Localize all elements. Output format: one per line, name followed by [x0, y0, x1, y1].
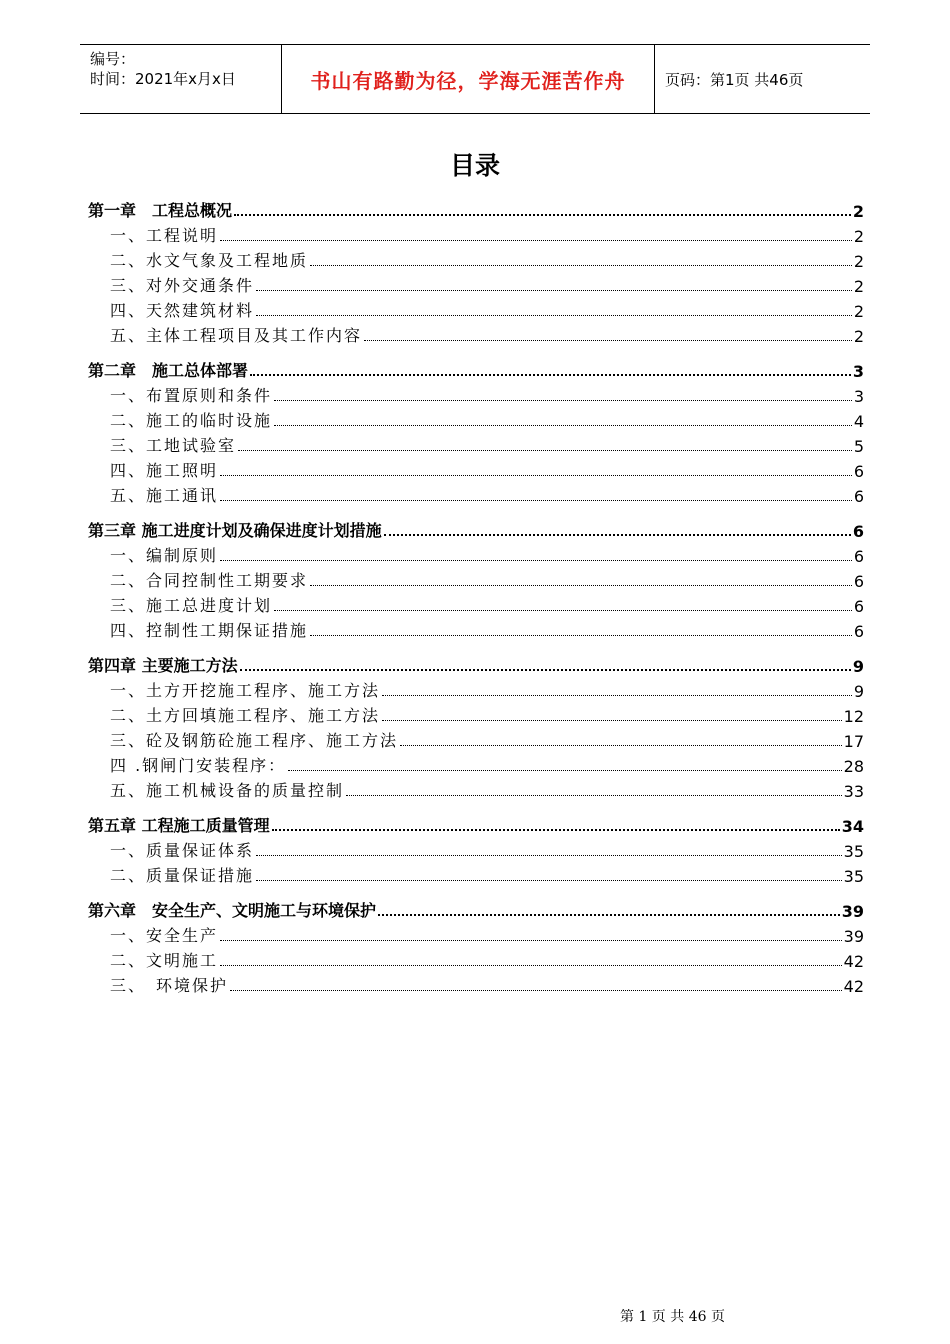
toc-page-number: 4	[853, 412, 864, 431]
toc-dot-leader	[274, 424, 852, 426]
toc-section-entry[interactable]	[88, 616, 864, 641]
toc-page-number: 34	[841, 817, 864, 836]
toc-chapter-entry[interactable]	[88, 196, 864, 221]
code-label: 编号：	[90, 50, 136, 68]
toc-dot-leader	[256, 879, 842, 881]
toc-section-entry[interactable]	[88, 726, 864, 751]
toc-chapter-entry[interactable]	[88, 516, 864, 541]
toc-page-number: 12	[843, 707, 864, 726]
toc-page-number: 3	[853, 387, 864, 406]
toc-entry-text: 三、工地试验室	[110, 436, 237, 455]
toc-dot-leader	[220, 239, 852, 241]
toc-page-number: 6	[853, 462, 864, 481]
toc-dot-leader	[220, 499, 852, 501]
toc-entry-text: 三、 环境保护	[110, 976, 229, 995]
toc-page-number: 28	[843, 757, 864, 776]
header-motto-cell	[282, 45, 655, 113]
toc-dot-leader	[256, 854, 842, 856]
time-label: 时间：2021年x月x日	[90, 70, 236, 88]
toc-dot-leader	[382, 694, 852, 696]
toc-page-number: 2	[853, 227, 864, 246]
toc-entry-text: 一、质量保证体系	[110, 841, 255, 860]
toc-page-number: 2	[853, 302, 864, 321]
toc-section-entry[interactable]	[88, 246, 864, 271]
toc-entry-text: 二、合同控制性工期要求	[110, 571, 309, 590]
toc-page-number: 39	[843, 927, 864, 946]
toc-dot-leader	[240, 668, 851, 671]
toc-section-entry[interactable]	[88, 836, 864, 861]
toc-page-number: 2	[853, 327, 864, 346]
toc-section-entry[interactable]	[88, 456, 864, 481]
motto-text: 书山有路勤为径，学海无涯苦作舟	[310, 68, 626, 93]
toc-page-number: 39	[841, 902, 864, 921]
toc-dot-leader	[400, 744, 842, 746]
toc-section-entry[interactable]	[88, 381, 864, 406]
toc-section-entry[interactable]	[88, 431, 864, 456]
toc-entry-text: 五、施工通讯	[110, 486, 219, 505]
toc-entry-text: 五、主体工程项目及其工作内容	[110, 326, 363, 345]
toc-dot-leader	[238, 449, 852, 451]
toc-entry-text: 二、施工的临时设施	[110, 411, 273, 430]
toc-chapter-entry[interactable]	[88, 651, 864, 676]
toc-page-number: 2	[853, 277, 864, 296]
toc-page-number: 6	[852, 522, 864, 541]
header-meta-cell	[80, 45, 282, 113]
toc-section-entry[interactable]	[88, 221, 864, 246]
toc-entry-text: 一、布置原则和条件	[110, 386, 273, 405]
toc-dot-leader	[346, 794, 842, 796]
toc-page-number: 42	[843, 977, 864, 996]
toc-dot-leader	[382, 719, 842, 721]
toc-section-entry[interactable]	[88, 776, 864, 801]
toc-dot-leader	[310, 634, 852, 636]
toc-page-number: 6	[853, 572, 864, 591]
toc-dot-leader	[220, 939, 842, 941]
toc-dot-leader	[310, 264, 852, 266]
toc-dot-leader	[384, 533, 851, 536]
toc-section-entry[interactable]	[88, 751, 864, 776]
toc-section-entry[interactable]	[88, 271, 864, 296]
toc-section-entry[interactable]	[88, 566, 864, 591]
toc-title: 目录	[449, 151, 500, 180]
toc-page-number: 17	[843, 732, 864, 751]
table-of-contents	[88, 196, 864, 996]
toc-section-entry[interactable]	[88, 541, 864, 566]
toc-entry-text: 第四章 主要施工方法	[88, 656, 238, 675]
toc-entry-text: 三、对外交通条件	[110, 276, 255, 295]
toc-dot-leader	[250, 373, 851, 376]
toc-entry-text: 五、施工机械设备的质量控制	[110, 781, 345, 800]
toc-page-number: 42	[843, 952, 864, 971]
toc-section-entry[interactable]	[88, 701, 864, 726]
toc-page-number: 6	[853, 547, 864, 566]
toc-entry-text: 二、文明施工	[110, 951, 219, 970]
toc-section-entry[interactable]	[88, 861, 864, 886]
toc-dot-leader	[230, 989, 842, 991]
toc-page-number: 2	[853, 252, 864, 271]
toc-entry-text: 一、工程说明	[110, 226, 219, 245]
header-page-cell	[655, 45, 870, 113]
toc-page-number: 35	[843, 842, 864, 861]
toc-section-entry[interactable]	[88, 946, 864, 971]
toc-page-number: 6	[853, 622, 864, 641]
toc-dot-leader	[272, 828, 840, 831]
toc-entry-text: 二、土方回填施工程序、施工方法	[110, 706, 381, 725]
toc-section-entry[interactable]	[88, 971, 864, 996]
toc-chapter-entry[interactable]	[88, 811, 864, 836]
toc-section-entry[interactable]	[88, 296, 864, 321]
toc-page-number: 2	[852, 202, 864, 221]
toc-section-entry[interactable]	[88, 676, 864, 701]
toc-page-number: 9	[853, 682, 864, 701]
toc-page-number: 9	[852, 657, 864, 676]
toc-entry-text: 一、土方开挖施工程序、施工方法	[110, 681, 381, 700]
toc-entry-text: 第二章 施工总体部署	[88, 361, 249, 380]
toc-chapter-entry[interactable]	[88, 896, 864, 921]
toc-chapter-entry[interactable]	[88, 356, 864, 381]
toc-dot-leader	[364, 339, 852, 341]
toc-dot-leader	[274, 609, 852, 611]
toc-entry-text: 一、编制原则	[110, 546, 219, 565]
page-info: 页码：第1页 共46页	[665, 70, 804, 89]
toc-dot-leader	[274, 399, 852, 401]
toc-page-number: 5	[853, 437, 864, 456]
toc-entry-text: 四 .钢闸门安装程序：	[110, 756, 287, 775]
toc-dot-leader	[288, 769, 841, 771]
toc-section-entry[interactable]	[88, 321, 864, 346]
toc-page-number: 33	[843, 782, 864, 801]
toc-dot-leader	[256, 289, 852, 291]
toc-entry-text: 四、控制性工期保证措施	[110, 621, 309, 640]
toc-section-entry[interactable]	[88, 591, 864, 616]
toc-entry-text: 第一章 工程总概况	[88, 201, 233, 220]
toc-entry-text: 第五章 工程施工质量管理	[88, 816, 270, 835]
toc-entry-text: 二、质量保证措施	[110, 866, 255, 885]
toc-dot-leader	[310, 584, 852, 586]
toc-entry-text: 一、安全生产	[110, 926, 219, 945]
toc-entry-text: 三、施工总进度计划	[110, 596, 273, 615]
toc-dot-leader	[256, 314, 852, 316]
toc-entry-text: 三、砼及钢筋砼施工程序、施工方法	[110, 731, 399, 750]
toc-entry-text: 四、天然建筑材料	[110, 301, 255, 320]
toc-dot-leader	[234, 213, 851, 216]
toc-section-entry[interactable]	[88, 481, 864, 506]
toc-dot-leader	[378, 913, 840, 916]
toc-entry-text: 二、水文气象及工程地质	[110, 251, 309, 270]
toc-dot-leader	[220, 559, 852, 561]
toc-section-entry[interactable]	[88, 921, 864, 946]
toc-dot-leader	[220, 474, 852, 476]
document-header	[80, 44, 870, 114]
toc-entry-text: 四、施工照明	[110, 461, 219, 480]
toc-entry-text: 第六章 安全生产、文明施工与环境保护	[88, 901, 377, 920]
toc-page-number: 6	[853, 597, 864, 616]
toc-entry-text: 第三章 施工进度计划及确保进度计划措施	[88, 521, 382, 540]
toc-dot-leader	[220, 964, 842, 966]
toc-section-entry[interactable]	[88, 406, 864, 431]
toc-page-number: 3	[852, 362, 864, 381]
page-footer: 第 1 页 共 46 页	[620, 1309, 725, 1325]
toc-page-number: 6	[853, 487, 864, 506]
toc-page-number: 35	[843, 867, 864, 886]
